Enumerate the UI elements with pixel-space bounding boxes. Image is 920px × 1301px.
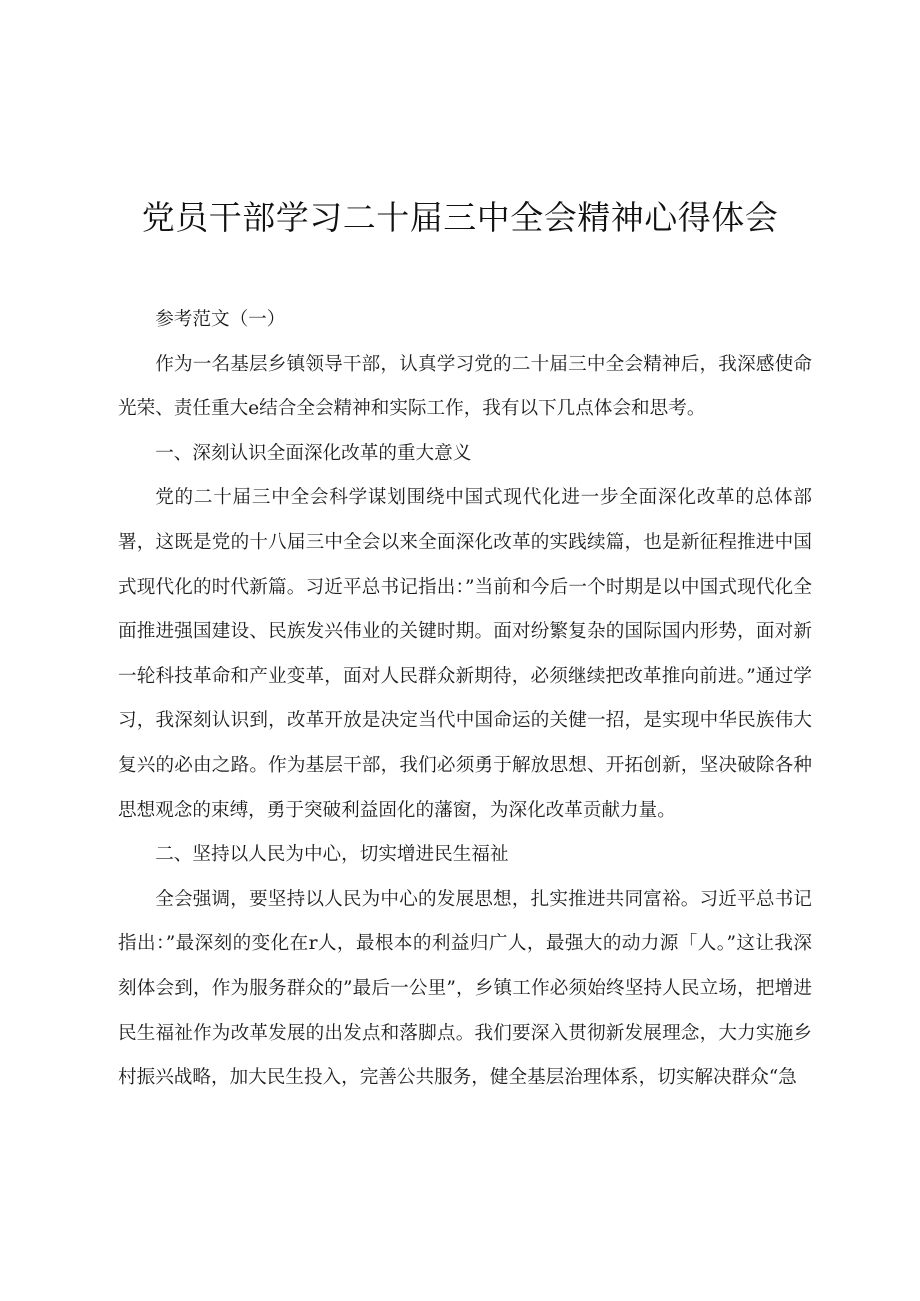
document-title: 党员干部学习二十届三中全会精神心得体会 bbox=[141, 198, 779, 237]
paragraph: 党的二十届三中全会科学谋划围绕中国式现代化进一步全面深化改革的总体部署，这既是党的十八届三中全会以来全面深化改革的实践续篇，也是新征程推进中国式现代化的时代新篇。习近平总书记指出：”当前和今后一个时期是以中国式现代化全面推进强国建设、民族发兴伟业的关键时期。面对纷繁复杂的国际国内形势，面对新一轮科技革命和产业变革，面对人民群众新期待，必须继续把改革推向前进。”通过学习，我深刻认识到，改革开放是决定当代中国命运的关健一招，是实现中华民族伟大复兴的必由之路。作为基层干部，我们必须勇于解放思想、开拓创新，坚决破除各种思想观念的束缚，勇于突破利益固化的藩窗，为深化改革贡献力量。 bbox=[118, 487, 812, 821]
document-body bbox=[118, 298, 812, 1101]
section-heading: 一、深刻认识全面深化改革的重大意义 bbox=[155, 442, 472, 464]
paragraph: 全会强调，要坚持以人民为中心的发展思想，扎实推进共同富裕。习近平总书记指出：”最深刻的变化在r人，最根本的利益归广人，最强大的动力源「人。”这让我深刻体会到，作为服务群众的”最后一公里”，乡镇工作必须始终坚持人民立场，把增进民生福祉作为改革发展的出发点和落脚点。我们要深入贯彻新发展理念，大力实施乡村振兴战略，加大民生投入，完善公共服务，健全基层治理体系，切实解决群众“急 bbox=[118, 888, 812, 1089]
section-heading: 二、坚持以人民为中心，切实增进民生福祉 bbox=[155, 844, 509, 866]
paragraph: 作为一名基层乡镇领导干部，认真学习党的二十届三中全会精神后，我深感使命光荣、责任重大e结合全会精神和实际工作，我有以下几点体会和思考。 bbox=[118, 353, 812, 420]
section-label: 参考范文（一） bbox=[155, 309, 286, 330]
